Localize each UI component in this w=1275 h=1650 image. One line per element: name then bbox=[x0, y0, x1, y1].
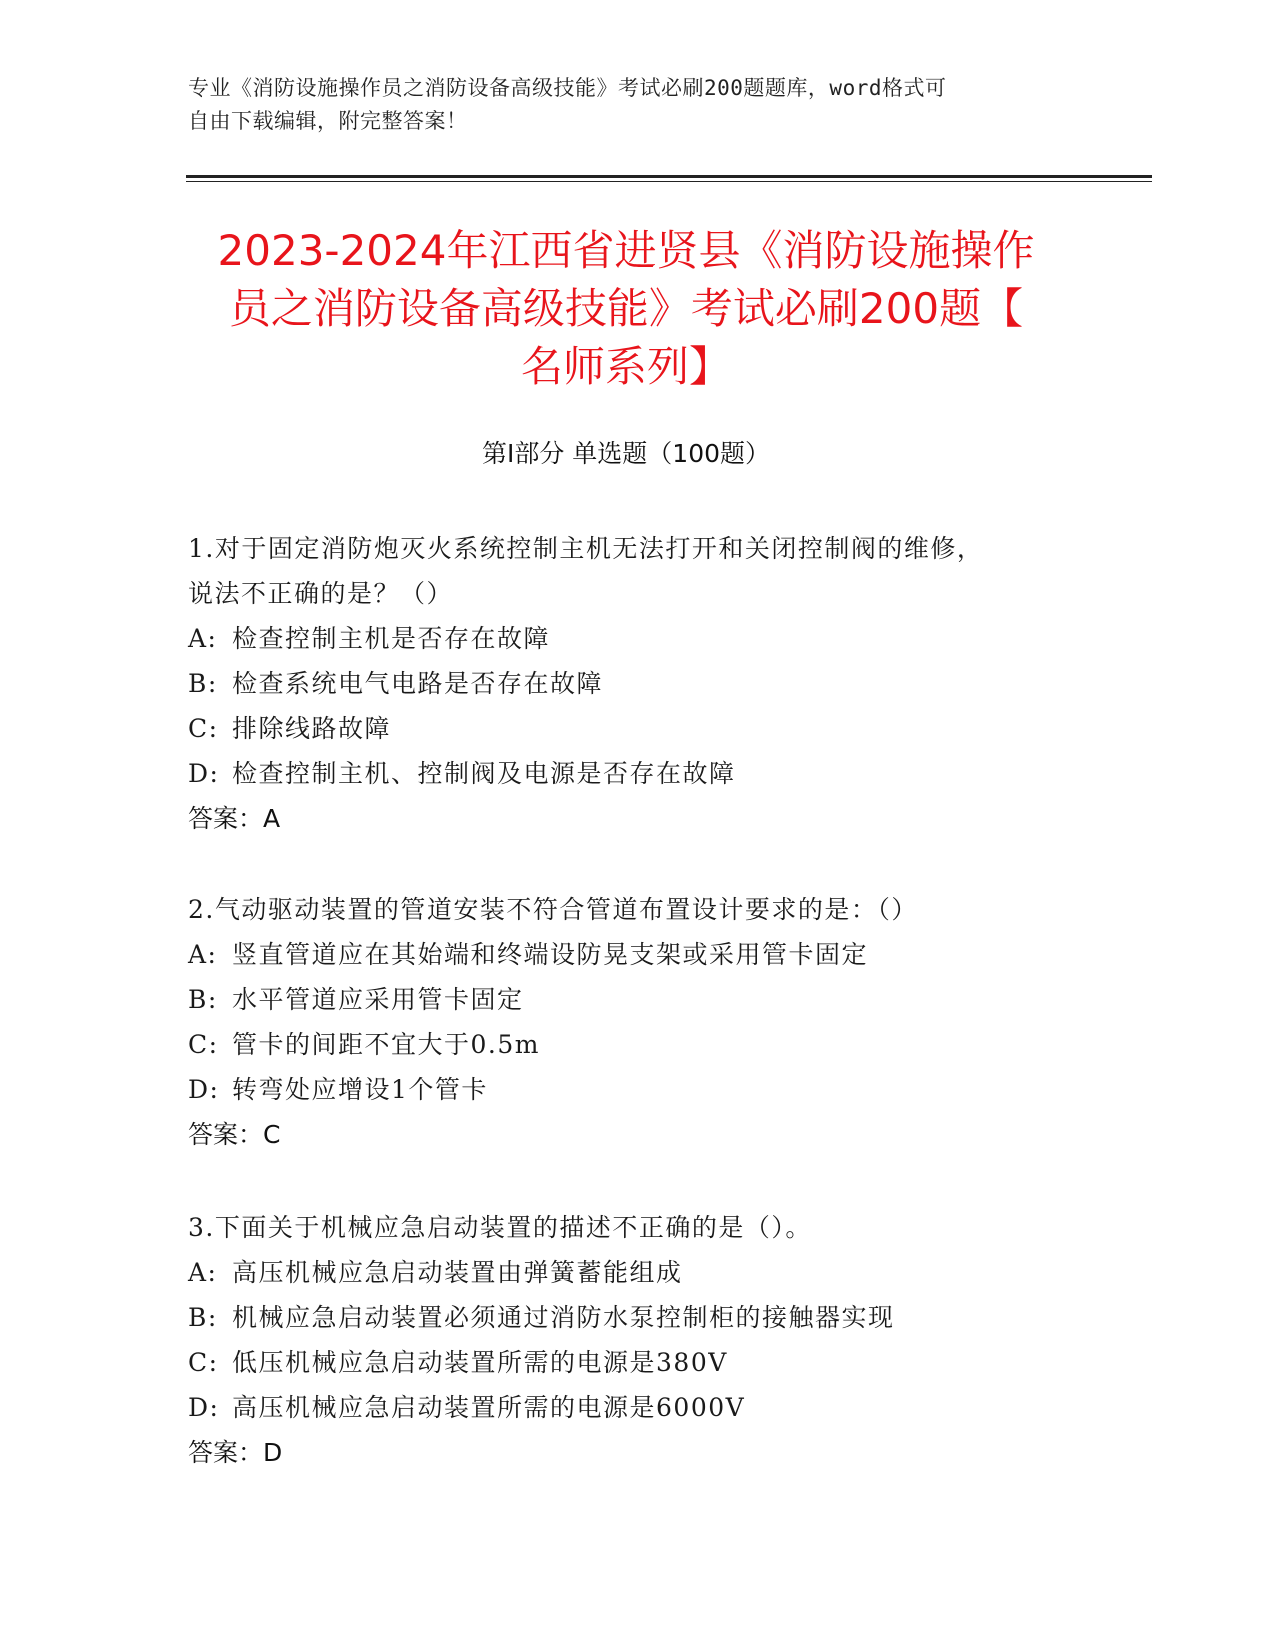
option-d bbox=[188, 1067, 1088, 1112]
option-letter: A: bbox=[188, 624, 218, 653]
option-text: 管卡的间距不宜大于0.5m bbox=[232, 1030, 540, 1059]
option-b bbox=[188, 977, 1088, 1022]
option-letter: B: bbox=[188, 669, 218, 698]
option-text: 竖直管道应在其始端和终端设防晃支架或采用管卡固定 bbox=[232, 940, 869, 969]
document-title-line-2: 员之消防设备高级技能》考试必刷200题【 bbox=[228, 284, 1024, 333]
option-letter: B: bbox=[188, 985, 218, 1014]
option-letter: C: bbox=[188, 1030, 219, 1059]
option-text: 转弯处应增设1个管卡 bbox=[232, 1075, 488, 1104]
answer: 答案：D bbox=[188, 1438, 283, 1467]
option-text: 检查系统电气电路是否存在故障 bbox=[232, 669, 604, 698]
question-text-line-1: 3.下面关于机械应急启动装置的描述不正确的是（）。 bbox=[188, 1213, 812, 1242]
option-text: 检查控制主机、控制阀及电源是否存在故障 bbox=[232, 759, 736, 788]
question-text-line-1: 2.气动驱动装置的管道安装不符合管道布置设计要求的是：（） bbox=[188, 895, 918, 924]
option-text: 低压机械应急启动装置所需的电源是380V bbox=[232, 1348, 728, 1377]
option-b bbox=[188, 661, 1088, 706]
option-a bbox=[188, 932, 1088, 977]
header-rule-thin bbox=[186, 181, 1152, 182]
option-letter: A: bbox=[188, 940, 218, 969]
option-letter: D: bbox=[188, 759, 220, 788]
question-1 bbox=[188, 526, 1088, 841]
option-d bbox=[188, 1385, 1088, 1430]
question-text-line-1: 1.对于固定消防炮灭火系统控制主机无法打开和关闭控制阀的维修， bbox=[188, 534, 984, 563]
document-title-line-3: 名师系列】 bbox=[520, 342, 731, 391]
document-title-line-1: 2023-2024年江西省进贤县《消防设施操作 bbox=[217, 226, 1035, 275]
option-b bbox=[188, 1295, 1088, 1340]
option-text: 高压机械应急启动装置由弹簧蓄能组成 bbox=[232, 1258, 683, 1287]
header-note bbox=[188, 72, 1068, 138]
option-letter: A: bbox=[188, 1258, 218, 1287]
answer: 答案：A bbox=[188, 804, 281, 833]
option-d bbox=[188, 751, 1088, 796]
option-a bbox=[188, 616, 1088, 661]
option-text: 水平管道应采用管卡固定 bbox=[232, 985, 524, 1014]
option-c bbox=[188, 706, 1088, 751]
answer: 答案：C bbox=[188, 1120, 281, 1149]
document-title bbox=[186, 222, 1066, 396]
header-note-line-1: 专业《消防设施操作员之消防设备高级技能》考试必刷200题题库，word格式可 bbox=[188, 76, 947, 100]
option-letter: C: bbox=[188, 1348, 219, 1377]
question-text-line-2: 说法不正确的是？（） bbox=[188, 579, 454, 608]
option-c bbox=[188, 1022, 1088, 1067]
option-text: 高压机械应急启动装置所需的电源是6000V bbox=[232, 1393, 746, 1422]
option-letter: C: bbox=[188, 714, 219, 743]
question-2 bbox=[188, 887, 1088, 1157]
option-text: 机械应急启动装置必须通过消防水泵控制柜的接触器实现 bbox=[232, 1303, 895, 1332]
option-c bbox=[188, 1340, 1088, 1385]
option-letter: B: bbox=[188, 1303, 218, 1332]
option-letter: D: bbox=[188, 1393, 220, 1422]
section-title: 第I部分 单选题（100题） bbox=[481, 439, 771, 468]
option-letter: D: bbox=[188, 1075, 220, 1104]
option-text: 检查控制主机是否存在故障 bbox=[232, 624, 551, 653]
header-rule-thick bbox=[186, 175, 1152, 178]
option-text: 排除线路故障 bbox=[232, 714, 392, 743]
header-note-line-2: 自由下载编辑，附完整答案！ bbox=[188, 109, 468, 133]
option-a bbox=[188, 1250, 1088, 1295]
question-3 bbox=[188, 1205, 1088, 1475]
